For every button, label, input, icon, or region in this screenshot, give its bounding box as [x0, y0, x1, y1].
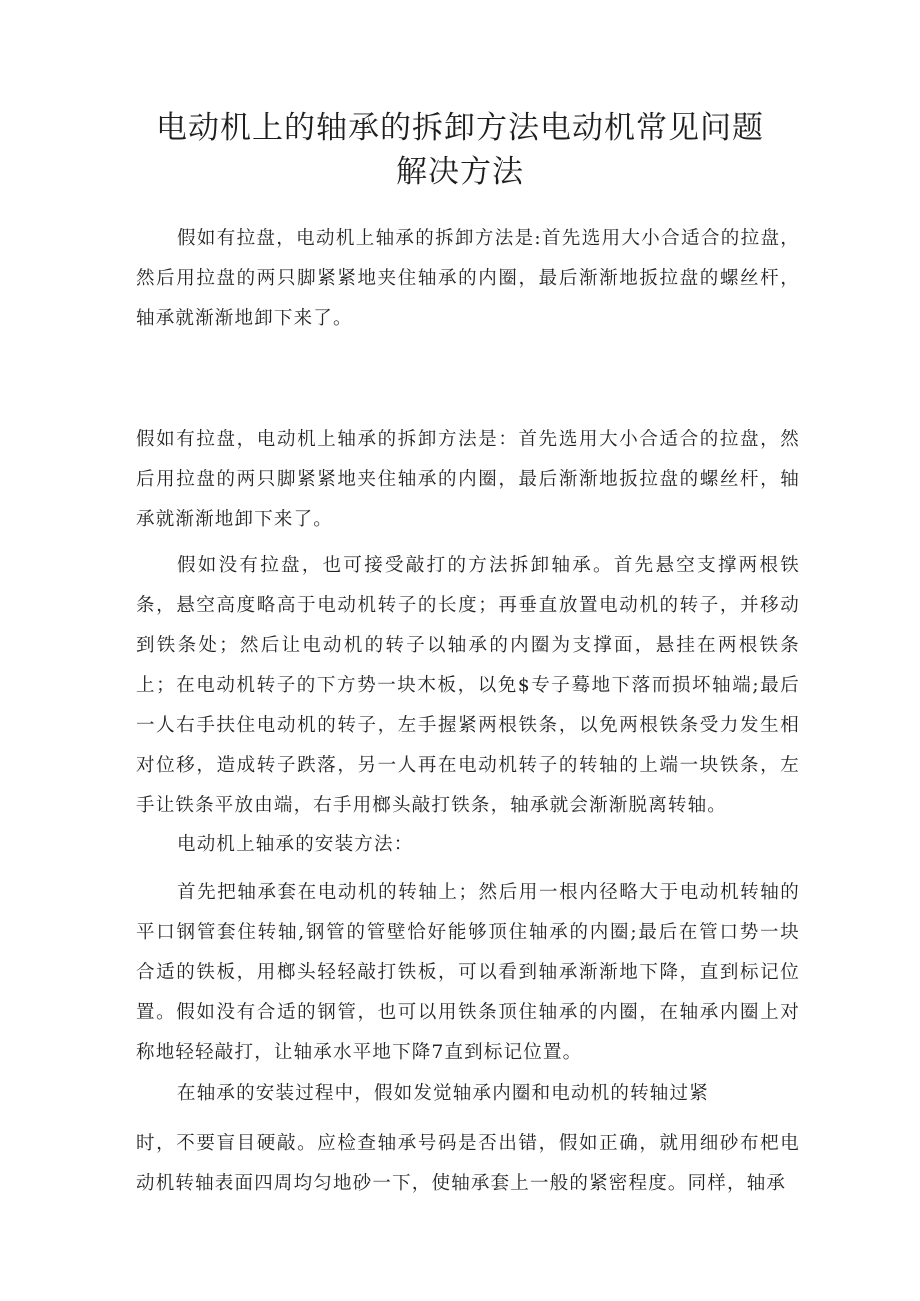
- paragraph-6: 在轴承的安装过程中，假如发觉轴承内圈和电动机的转轴过紧: [177, 1083, 709, 1104]
- title-line-2: 解决方法: [396, 154, 524, 190]
- paragraph-4: 电动机上轴承的安装方法：: [177, 834, 414, 855]
- title-line-1: 电动机上的轴承的拆卸方法电动机常见问题: [156, 110, 764, 146]
- paragraph-7: 时，不要盲目硬敲。应检查轴承号码是否出错，假如正确，就用细砂布杷电动机转轴表面四周均匀地砂一下，使轴承套上一般的紧密程度。同样，轴承: [136, 1133, 800, 1194]
- paragraph-1: 假如有拉盘，电动机上轴承的拆卸方法是:首先选用大小合适合的拉盘，然后用拉盘的两只脚紧紧地夹住轴承的内圈，最后渐渐地扳拉盘的螺丝杆，轴承就渐渐地卸下来了。: [136, 228, 800, 329]
- paragraph-3: 假如没有拉盘，也可接受敲打的方法拆卸轴承。首先悬空支撑两根铁条，悬空高度略高于电动机转子的长度；再垂直放置电动机的转子，并移动到铁条处；然后让电动机的转子以轴承的内圈为支撑面，悬挂在两根铁条上；在电动机转子的下方势一块木板，以免$专子蓦地下落而损坏轴端;最后一人右手扶住电动机的转子，左手握紧两根铁条，以免两根铁条受力发生相对位移，造成转子跌落，另一人再在电动机转子的转轴的上端一块铁条，左手让铁条平放由端，右手用榔头敲打铁条，轴承就会渐渐脱离转轴。: [136, 555, 800, 816]
- paragraph-2: 假如有拉盘，电动机上轴承的拆卸方法是：首先选用大小合适合的拉盘，然后用拉盘的两只脚紧紧地夹住轴承的内圈，最后渐渐地扳拉盘的螺丝杆，轴承就渐渐地卸下来了。: [136, 429, 800, 530]
- paragraph-5: 首先把轴承套在电动机的转轴上；然后用一根内径略大于电动机转轴的平口钢管套住转轴,钢管的管壁恰好能够顶住轴承的内圈;最后在管口势一块合适的铁板，用榔头轻轻敲打铁板，可以看到轴承渐渐地下降，直到标记位置。假如没有合适的钢管，也可以用铁条顶住轴承的内圈，在轴承内圈上对称地轻轻敲打，让轴承水平地下降7直到标记位置。: [136, 882, 800, 1063]
- document-title: [120, 106, 800, 194]
